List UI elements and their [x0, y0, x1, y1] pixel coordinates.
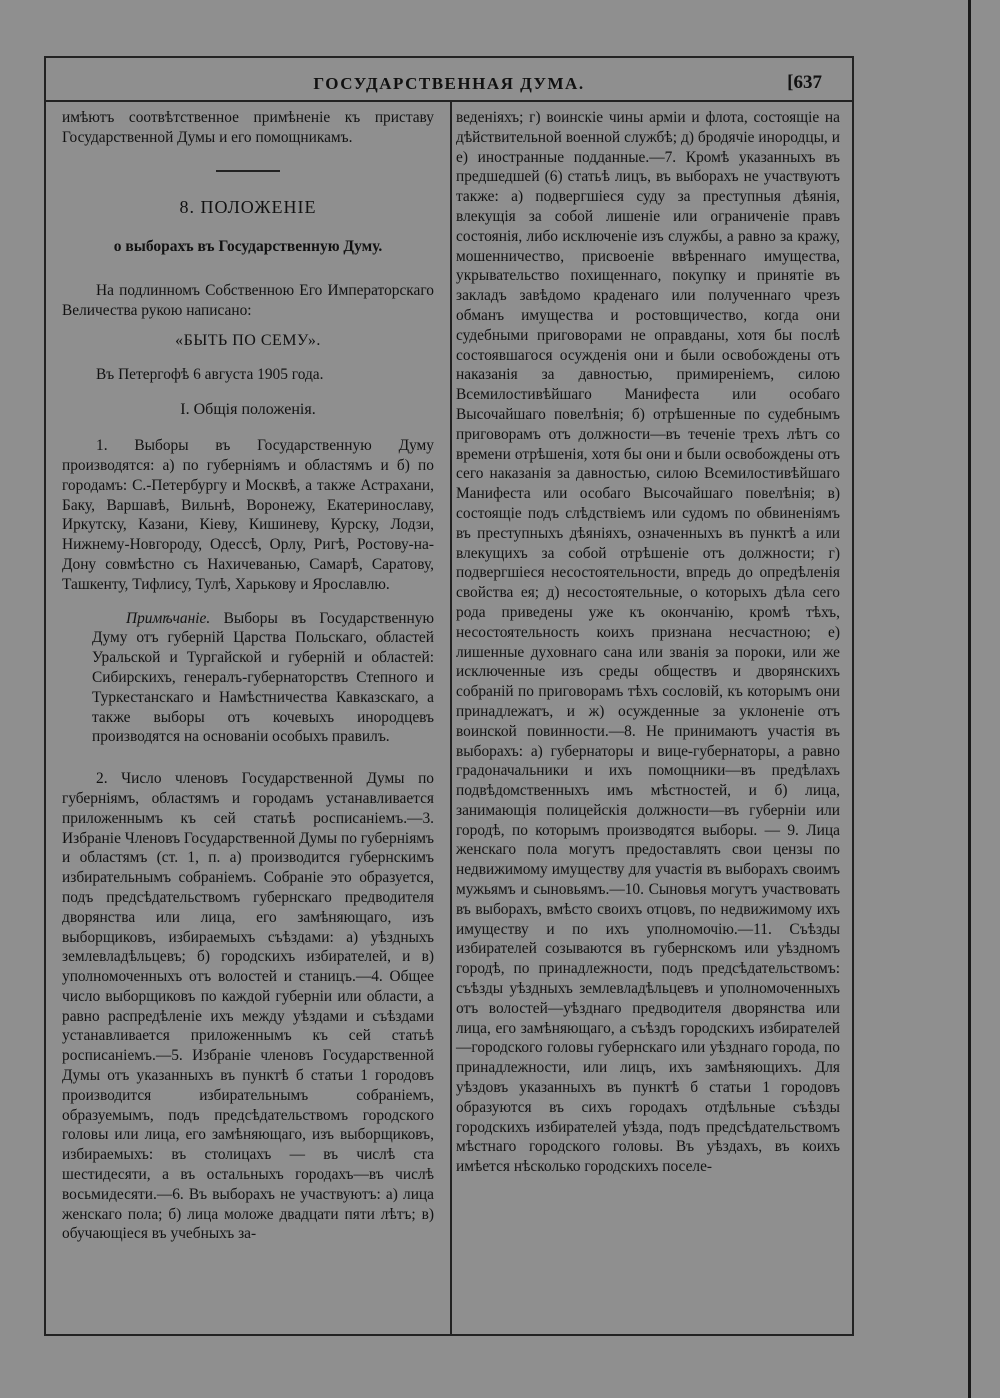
note-paragraph	[62, 609, 434, 748]
column-divider	[450, 102, 452, 1334]
imperial-resolution: «БЫТЬ ПО СЕМУ».	[175, 331, 321, 349]
article-1: 1. Выборы въ Государственную Думу производятся: а) по губерніямъ и областямъ и б) по городамъ: С.-Петербургу и Москвѣ, а также Астрахани, Баку, Варшавѣ, Вильнѣ, Воронежу, Екатеринославу, Иркутску, Казани, Кіеву, Кишиневу, Курску, Лодзи, Нижнему-Новгороду, Одессѣ, Орлу, Ригѣ, Ростову-на-Дону совмѣстно съ Нахичеванью, Самарѣ, Саратову, Ташкенту, Тифлису, Тулѣ, Харькову и Ярославлю.	[62, 437, 434, 593]
note-text: Выборы въ Государственную Думу отъ губерній Царства Польскаго, областей Уральской и Тургайской и губерній и областей: Сибирскихъ, генералъ-губернаторствъ Степного и Туркестанскаго и Намѣстничества Кавказскаго, а также выборы отъ кочевыхъ инородцевъ производятся на основаніи особыхъ правилъ.	[92, 609, 434, 746]
header-rule	[46, 100, 852, 102]
intro-text: На подлинномъ Собственною Его Императорскаго Величества рукою написано:	[62, 282, 434, 319]
articles-6-11: веденіяхъ; г) воинскіе чины арміи и флота, состоящіе на дѣйствительной военной службѣ; д) бродячіе инородцы, и е) иностранные подданные.—7. Кромѣ указанныхъ въ предшедшей (6) статьѣ лицъ, въ выборахъ не участвуютъ также: а) подвергшіеся суду за преступныя дѣянія, влекущія за собой лишеніе или ограниченіе правъ состоянія, либо исключеніе изъ службы, а равно за кражу, мошенничество, присвоеніе ввѣреннаго имущества, укрывательство похищеннаго, покупку и принятіе въ закладъ завѣдомо краденаго или полученнаго чрезъ обманъ имущества и ростовщичество, когда они судебными приговорами не оправданы, хотя бы послѣ состоявшагося осужденія они и были освобождены отъ наказанія за давностью, примиреніемъ, силою Всемилостивѣйшаго Манифеста или особаго Высочайшаго повелѣнія; б) отрѣшенные по судебнымъ приговорамъ отъ должности—въ теченіе трехъ лѣтъ со времени отрѣшенія, хотя бы они и были освобождены отъ сего наказанія за давностью, силою Всемилостивѣйшаго Манифеста или особаго Высочайшаго повелѣнія; в) состоящіе подъ слѣдствіемъ или судомъ по обвиненіямъ въ преступныхъ дѣяніяхъ, означенныхъ въ пунктѣ а или влекущихъ за собой отрѣшеніе отъ должности; г) подвергшіеся несостоятельности, впредь до опредѣленія свойства ея; д) несостоятельные, о которыхъ дѣла сего рода приведены уже къ окончанію, кромѣ тѣхъ, несостоятельность коихъ признана несчастною; е) лишенные духовнаго сана или званія за пороки, или же исключенные изъ среды обществъ и дворянскихъ собраній по приговорамъ тѣхъ сословій, къ которымъ они принадлежатъ, и ж) осужденные за уклоненіе отъ воинской повинности.—8. Не принимаютъ участія въ выборахъ: а) губернаторы и вице-губернаторы, а равно градоначальники и ихъ помощники—въ предѣлахъ подвѣдомственныхъ имъ мѣстностей, и б) лица, занимающія полицейскія должности—въ губерніи или городѣ, по которымъ производятся выборы. — 9. Лица женскаго пола могутъ предоставлять свои цензы по недвижимому имуществу для участія въ выборахъ своимъ мужьямъ и сыновьямъ.—10. Сыновья могутъ участвовать въ выборахъ, вмѣсто своихъ отцовъ, по недвижимому ихъ имуществу и по ихъ уполномочію.—11. Съѣзды избирателей созываются въ губернскомъ или уѣздномъ городѣ, по принадлежности, подъ предсѣдательствомъ: съѣзды уѣздныхъ землевладѣльцевъ и уполномоченныхъ отъ волостей—уѣзднаго предводителя дворянства или лица, его замѣняющаго, а съѣздъ городскихъ избирателей—городского головы губернскаго или уѣзднаго города, по принадлежности, или лицъ, ихъ замѣняющихъ. Для уѣздовъ указанныхъ въ пунктѣ б статьи 1 городовъ образуются въ сихъ городахъ отдѣльные съѣзды городскихъ избирателей уѣзда, подъ предсѣдательствомъ мѣстнаго городского головы. Въ уѣздахъ, въ коихъ имѣется нѣсколько городскихъ поселе-	[456, 109, 840, 1176]
running-header	[46, 64, 852, 98]
page-frame	[44, 56, 854, 1336]
note-label: Примѣчаніе.	[126, 609, 211, 627]
continued-text: имѣютъ соотвѣтственное примѣненіе къ приставу Государственной Думы и его помощникамъ.	[62, 109, 434, 146]
date-line: Въ Петергофѣ 6 августа 1905 года.	[96, 365, 324, 383]
section-rule	[216, 170, 280, 172]
articles-2-6: 2. Число членовъ Государственной Думы по губерніямъ, областямъ и городамъ устанавливается приложеннымъ къ сей статьѣ росписаніемъ.—3. Избраніе Членовъ Государственной Думы по губерніямъ и областямъ (ст. 1, п. а) производится губернскимъ избирательнымъ собраніемъ. Собраніе это образуется, подъ предсѣдательствомъ губернскаго предводителя дворянства или лица, его замѣняющаго, изъ выборщиковъ, избираемыхъ съѣздами: а) уѣздныхъ землевладѣльцевъ; б) городскихъ избирателей, и в) уполномоченныхъ отъ волостей и станицъ.—4. Общее число выборщиковъ по каждой губерніи или области, а равно распредѣленіе ихъ между уѣздами и съѣздами устанавливается приложеннымъ къ сей статьѣ росписаніемъ.—5. Избраніе членовъ Государственной Думы отъ указанныхъ въ пунктѣ б статьи 1 городовъ производится избирательнымъ собраніемъ, образуемымъ, подъ предсѣдательствомъ городского головы или лица, его замѣняющаго, изъ выборщиковъ, избираемыхъ: въ столицахъ — въ числѣ ста шестидесяти, а въ остальныхъ городахъ—въ числѣ восьмидесяти.—6. Въ выборахъ не участвуютъ: а) лица женскаго пола; б) лица моложе двадцати пяти лѣтъ; в) обучающіеся въ учебныхъ за-	[62, 770, 434, 1243]
section-title: 8. ПОЛОЖЕНІЕ	[179, 196, 317, 217]
running-title: ГОСУДАРСТВЕННАЯ ДУМА.	[313, 74, 585, 93]
chapter-heading: I. Общія положенія.	[180, 401, 316, 419]
page-edge-line	[968, 0, 971, 1398]
page-number: [637	[787, 72, 822, 93]
right-column	[456, 108, 840, 1177]
left-column	[62, 108, 434, 1244]
section-subtitle: о выборахъ въ Государственную Думу.	[113, 238, 383, 256]
